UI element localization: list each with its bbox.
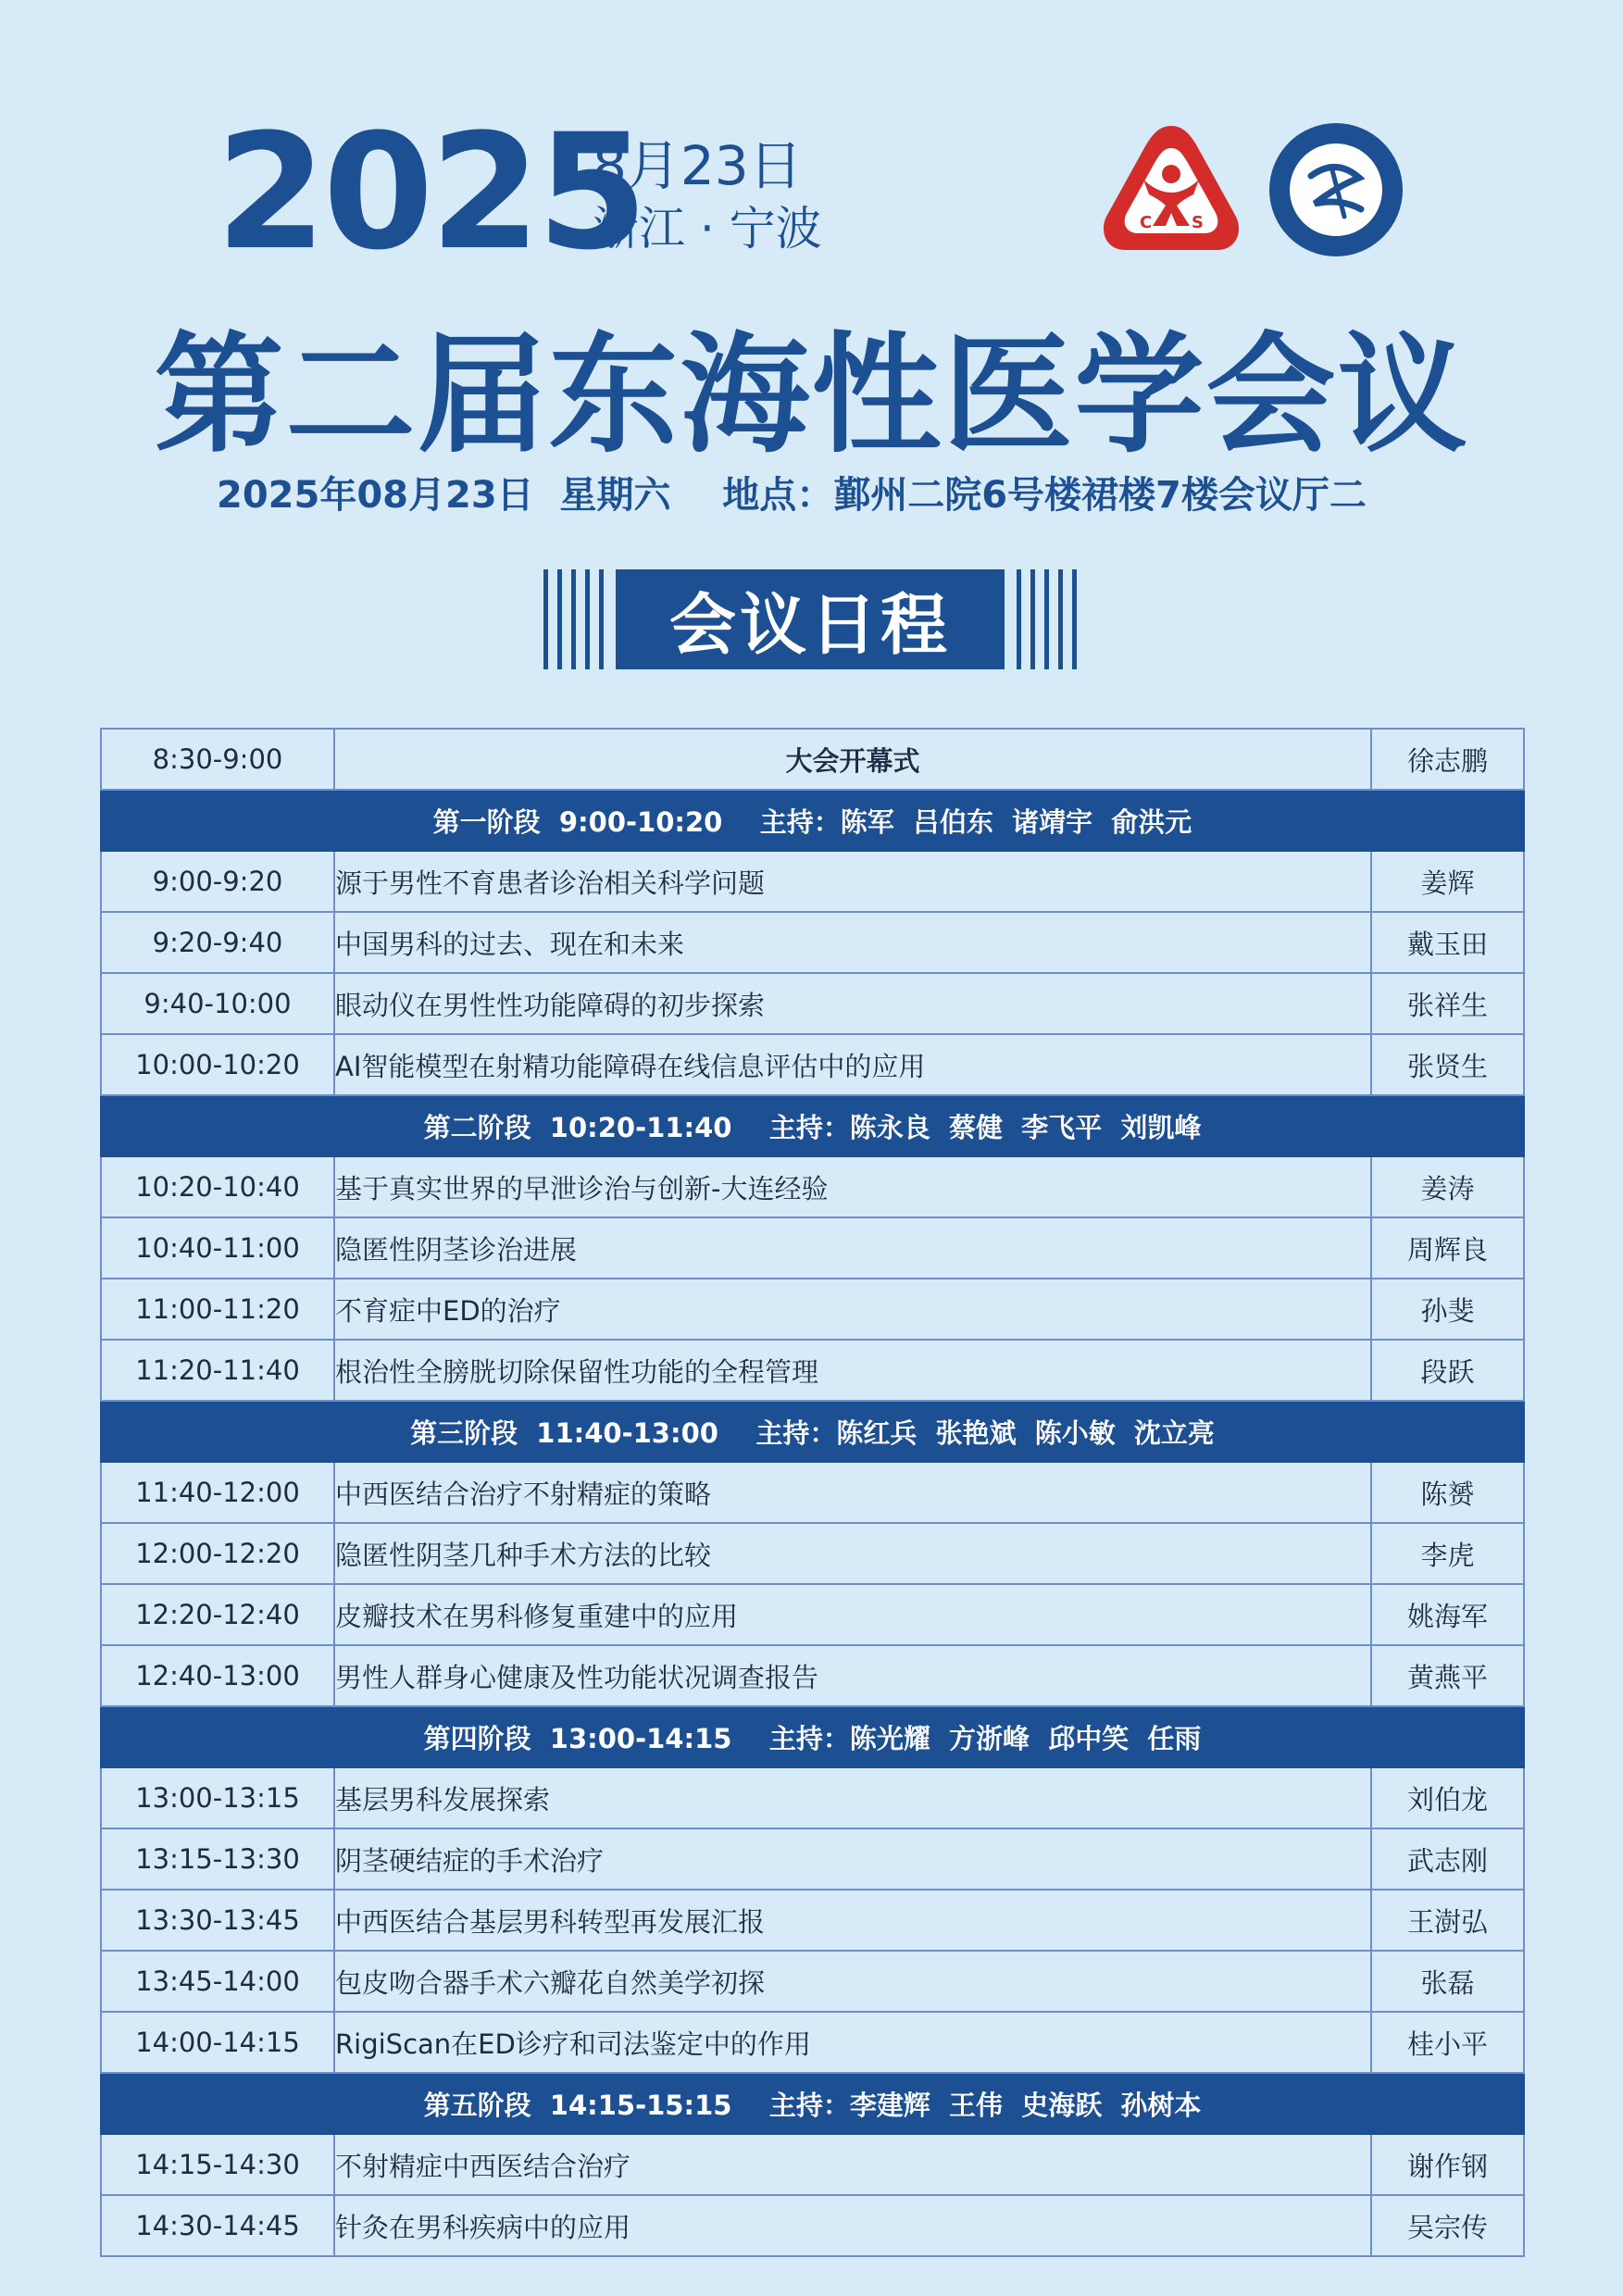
- speaker-cell: 吴宗传: [1371, 2195, 1524, 2256]
- time-cell: 11:00-11:20: [101, 1279, 334, 1340]
- schedule-row: [101, 1890, 1524, 1951]
- topic-cell: 中西医结合治疗不射精症的策略: [334, 1462, 1371, 1523]
- speaker-cell: 桂小平: [1371, 2012, 1524, 2073]
- left-stripes: [542, 569, 606, 669]
- conference-title: 第二届东海性医学会议: [154, 320, 1469, 471]
- session-header-row: [101, 1401, 1524, 1462]
- time-cell: 14:30-14:45: [101, 2195, 334, 2256]
- opening-cell: 大会开幕式: [334, 729, 1371, 790]
- schedule-row: [101, 729, 1524, 790]
- svg-text:S: S: [1192, 213, 1204, 232]
- schedule-row: [101, 1462, 1524, 1523]
- time-cell: 12:00-12:20: [101, 1523, 334, 1584]
- session-header-text: 第二阶段 10:20-11:40 主持：陈永良 蔡健 李飞平 刘凯峰: [101, 1095, 1524, 1156]
- event-city: 浙江 · 宁波: [593, 202, 822, 256]
- hospital-logo: [1267, 120, 1405, 259]
- speaker-cell: 王澍弘: [1371, 1890, 1524, 1951]
- topic-cell: 源于男性不育患者诊治相关科学问题: [334, 851, 1371, 912]
- topic-cell: 中西医结合基层男科转型再发展汇报: [334, 1890, 1371, 1951]
- topic-cell: 隐匿性阴茎诊治进展: [334, 1217, 1371, 1279]
- speaker-cell: 陈赟: [1371, 1462, 1524, 1523]
- speaker-cell: 段跃: [1371, 1340, 1524, 1401]
- schedule-row: [101, 1767, 1524, 1828]
- schedule-table: [100, 728, 1525, 2257]
- time-cell: 10:40-11:00: [101, 1217, 334, 1279]
- topic-cell: 男性人群身心健康及性功能状况调查报告: [334, 1645, 1371, 1706]
- session-header-text: 第四阶段 13:00-14:15 主持：陈光耀 方浙峰 邱中笑 任雨: [101, 1706, 1524, 1767]
- speaker-cell: 李虎: [1371, 1523, 1524, 1584]
- event-date: 8月23日: [593, 134, 803, 197]
- agenda-banner: [542, 569, 1079, 669]
- time-cell: 10:00-10:20: [101, 1034, 334, 1095]
- topic-cell: 基于真实世界的早泄诊治与创新-大连经验: [334, 1156, 1371, 1217]
- time-cell: 14:00-14:15: [101, 2012, 334, 2073]
- session-header-row: [101, 790, 1524, 851]
- speaker-cell: 张祥生: [1371, 973, 1524, 1034]
- time-cell: 9:20-9:40: [101, 912, 334, 973]
- speaker-cell: 姜辉: [1371, 851, 1524, 912]
- schedule-row: [101, 2012, 1524, 2073]
- schedule-row: [101, 1217, 1524, 1279]
- schedule-row: [101, 2195, 1524, 2256]
- speaker-cell: 武志刚: [1371, 1828, 1524, 1890]
- topic-cell: 阴茎硬结症的手术治疗: [334, 1828, 1371, 1890]
- schedule-row: [101, 1523, 1524, 1584]
- time-cell: 11:40-12:00: [101, 1462, 334, 1523]
- agenda-label: 会议日程: [616, 569, 1005, 669]
- session-header-row: [101, 1095, 1524, 1156]
- date-location-line: 2025年08月23日 星期六 地点：鄞州二院6号楼裙楼7楼会议厅二: [217, 474, 1367, 517]
- speaker-cell: 张磊: [1371, 1951, 1524, 2012]
- time-cell: 10:20-10:40: [101, 1156, 334, 1217]
- topic-cell: 皮瓣技术在男科修复重建中的应用: [334, 1584, 1371, 1645]
- time-cell: 8:30-9:00: [101, 729, 334, 790]
- schedule-row: [101, 1340, 1524, 1401]
- time-cell: 12:20-12:40: [101, 1584, 334, 1645]
- topic-cell: 根治性全膀胱切除保留性功能的全程管理: [334, 1340, 1371, 1401]
- schedule-row: [101, 1279, 1524, 1340]
- speaker-cell: 周辉良: [1371, 1217, 1524, 1279]
- schedule-row: [101, 851, 1524, 912]
- session-header-text: 第三阶段 11:40-13:00 主持：陈红兵 张艳斌 陈小敏 沈立亮: [101, 1401, 1524, 1462]
- year-heading: 2025: [216, 99, 644, 285]
- topic-cell: 隐匿性阴茎几种手术方法的比较: [334, 1523, 1371, 1584]
- schedule-row: [101, 1951, 1524, 2012]
- topic-cell: 眼动仪在男性性功能障碍的初步探索: [334, 973, 1371, 1034]
- topic-cell: 不射精症中西医结合治疗: [334, 2134, 1371, 2195]
- speaker-cell: 孙斐: [1371, 1279, 1524, 1340]
- schedule-row: [101, 1156, 1524, 1217]
- schedule-row: [101, 973, 1524, 1034]
- speaker-cell: 姚海军: [1371, 1584, 1524, 1645]
- topic-cell: RigiScan在ED诊疗和司法鉴定中的作用: [334, 2012, 1371, 2073]
- topic-cell: 不育症中ED的治疗: [334, 1279, 1371, 1340]
- topic-cell: 针灸在男科疾病中的应用: [334, 2195, 1371, 2256]
- time-cell: 9:00-9:20: [101, 851, 334, 912]
- time-cell: 12:40-13:00: [101, 1645, 334, 1706]
- topic-cell: 基层男科发展探索: [334, 1767, 1371, 1828]
- topic-cell: 包皮吻合器手术六瓣花自然美学初探: [334, 1951, 1371, 2012]
- schedule-row: [101, 1584, 1524, 1645]
- right-stripes: [1014, 569, 1079, 669]
- time-cell: 13:45-14:00: [101, 1951, 334, 2012]
- speaker-cell: 黄燕平: [1371, 1645, 1524, 1706]
- topic-cell: AI智能模型在射精功能障碍在线信息评估中的应用: [334, 1034, 1371, 1095]
- time-cell: 13:30-13:45: [101, 1890, 334, 1951]
- schedule-body: [101, 729, 1524, 2256]
- time-cell: 11:20-11:40: [101, 1340, 334, 1401]
- time-cell: 13:00-13:15: [101, 1767, 334, 1828]
- session-header-row: [101, 1706, 1524, 1767]
- schedule-row: [101, 1034, 1524, 1095]
- speaker-cell: 刘伯龙: [1371, 1767, 1524, 1828]
- speaker-cell: 徐志鹏: [1371, 729, 1524, 790]
- speaker-cell: 张贤生: [1371, 1034, 1524, 1095]
- speaker-cell: 姜涛: [1371, 1156, 1524, 1217]
- session-header-text: 第一阶段 9:00-10:20 主持：陈军 吕伯东 诸靖宇 俞洪元: [101, 790, 1524, 851]
- svg-text:C: C: [1140, 213, 1153, 232]
- speaker-cell: 谢作钢: [1371, 2134, 1524, 2195]
- session-header-text: 第五阶段 14:15-15:15 主持：李建辉 王伟 史海跃 孙树本: [101, 2073, 1524, 2134]
- topic-cell: 中国男科的过去、现在和未来: [334, 912, 1371, 973]
- session-header-row: [101, 2073, 1524, 2134]
- cas-logo: [1097, 120, 1245, 259]
- time-cell: 13:15-13:30: [101, 1828, 334, 1890]
- speaker-cell: 戴玉田: [1371, 912, 1524, 973]
- time-cell: 14:15-14:30: [101, 2134, 334, 2195]
- schedule-row: [101, 1645, 1524, 1706]
- schedule-row: [101, 912, 1524, 973]
- schedule-row: [101, 2134, 1524, 2195]
- schedule-row: [101, 1828, 1524, 1890]
- time-cell: 9:40-10:00: [101, 973, 334, 1034]
